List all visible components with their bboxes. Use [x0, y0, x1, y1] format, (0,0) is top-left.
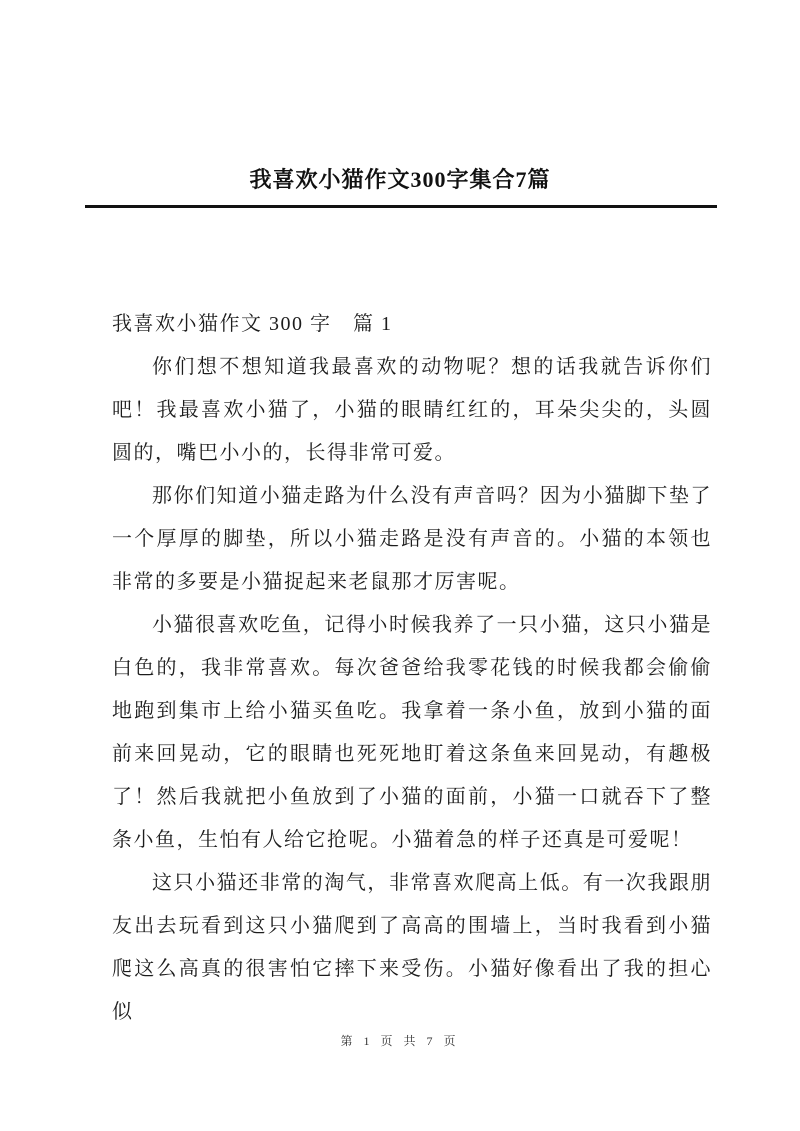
paragraph-3: 小猫很喜欢吃鱼，记得小时候我养了一只小猫，这只小猫是白色的，我非常喜欢。每次爸爸给我零花钱的时候我都会偷偷地跑到集市上给小猫买鱼吃。我拿着一条小鱼，放到小猫的面前来回晃动，它的眼睛也死死地盯着这条鱼来回晃动，有趣极了！然后我就把小鱼放到了小猫的面前，小猫一口就吞下了整条小鱼，生怕有人给它抢呢。小猫着急的样子还真是可爱呢！ — [112, 614, 712, 851]
section-heading: 我喜欢小猫作文 300 字 篇 1 — [112, 313, 393, 335]
paragraph-4: 这只小猫还非常的淘气，非常喜欢爬高上低。有一次我跟朋友出去玩看到这只小猫爬到了高高的围墙上，当时我看到小猫爬这么高真的很害怕它摔下来受伤。小猫好像看出了我的担心似 — [112, 872, 712, 1023]
title-divider — [85, 205, 717, 208]
paragraph-2: 那你们知道小猫走路为什么没有声音吗？因为小猫脚下垫了一个厚厚的脚垫，所以小猫走路是没有声音的。小猫的本领也非常的多要是小猫捉起来老鼠那才厉害呢。 — [112, 485, 712, 593]
document-body — [112, 303, 712, 1034]
page-footer — [0, 1032, 800, 1049]
paragraph-1: 你们想不想知道我最喜欢的动物呢？想的话我就告诉你们吧！我最喜欢小猫了，小猫的眼睛红红的，耳朵尖尖的，头圆圆的，嘴巴小小的，长得非常可爱。 — [112, 356, 712, 464]
document-title: 我喜欢小猫作文300字集合7篇 — [249, 167, 551, 192]
page-number-text: 第 1 页 共 7 页 — [340, 1034, 460, 1048]
